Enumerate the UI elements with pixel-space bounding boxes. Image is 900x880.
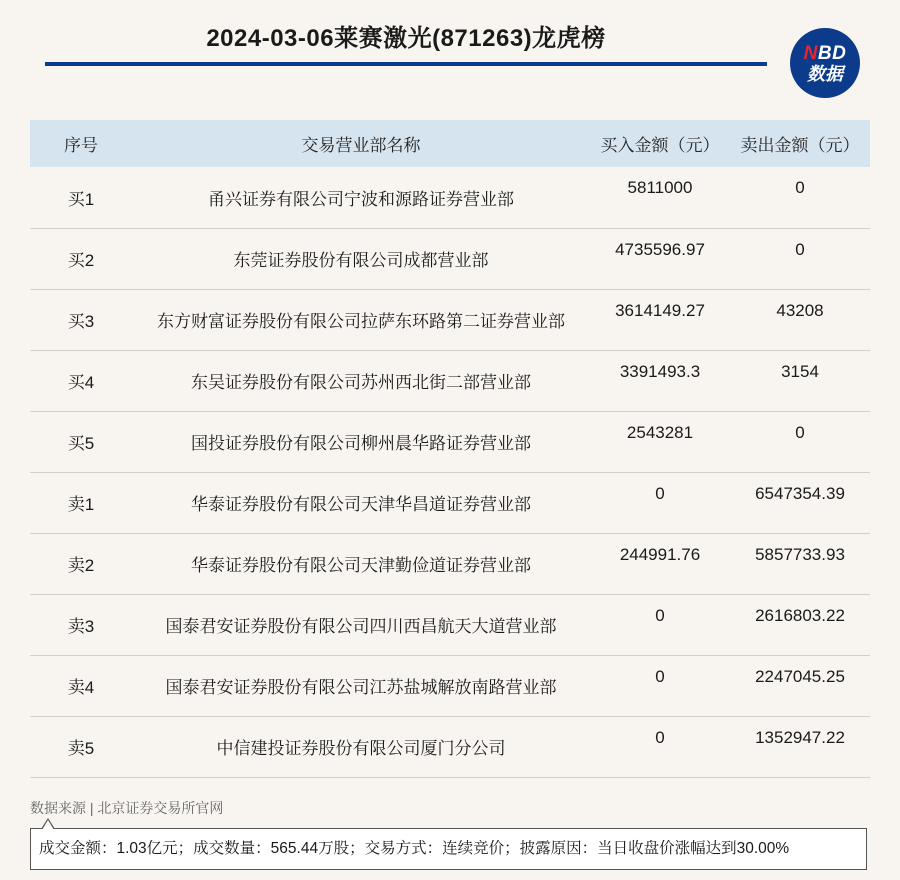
row-index: 买5 — [67, 434, 95, 453]
branch-name: 东吴证券股份有限公司苏州西北街二部营业部 — [191, 373, 531, 392]
sell-amount: 2247045.25 — [755, 666, 845, 686]
logo-bottom: 数据 — [807, 63, 843, 84]
sell-amount: 0 — [795, 422, 805, 442]
header-buy-amount: 买入金额（元） — [600, 136, 720, 155]
buy-amount: 0 — [655, 727, 665, 747]
row-index: 买2 — [67, 251, 95, 270]
buy-amount: 0 — [655, 483, 665, 503]
sell-amount: 1352947.22 — [755, 727, 845, 747]
header-branch-name: 交易营业部名称 — [301, 136, 421, 155]
sell-amount: 0 — [795, 239, 805, 259]
row-index: 买4 — [67, 373, 95, 392]
row-index: 买3 — [67, 312, 95, 331]
branch-name: 华泰证券股份有限公司天津华昌道证券营业部 — [191, 495, 531, 514]
sell-amount: 6547354.39 — [755, 483, 845, 503]
buy-amount: 244991.76 — [619, 544, 701, 564]
header-index: 序号 — [64, 136, 98, 155]
row-index: 卖4 — [67, 678, 95, 697]
buy-amount: 0 — [655, 605, 665, 625]
row-index: 卖3 — [67, 617, 95, 636]
nbd-logo — [790, 28, 860, 98]
sell-amount: 3154 — [781, 361, 819, 381]
row-index: 卖1 — [67, 495, 95, 514]
sell-amount: 43208 — [776, 300, 824, 320]
dragon-tiger-table — [30, 120, 870, 778]
logo-n: N — [803, 42, 818, 64]
branch-name: 华泰证券股份有限公司天津勤俭道证券营业部 — [191, 556, 531, 575]
row-index: 买1 — [67, 189, 95, 209]
sell-amount: 2616803.22 — [755, 605, 845, 625]
buy-amount: 3614149.27 — [615, 300, 705, 320]
buy-amount: 4735596.97 — [615, 239, 705, 259]
table-row — [30, 533, 870, 594]
buy-amount: 5811000 — [627, 178, 693, 198]
row-index: 卖2 — [67, 556, 95, 575]
branch-name: 中信建投证券股份有限公司厦门分公司 — [216, 739, 506, 758]
branch-name: 东莞证券股份有限公司成都营业部 — [233, 251, 489, 270]
data-source: 数据来源 | 北京证券交易所官网 — [30, 800, 224, 816]
table-row — [30, 472, 870, 533]
title-underline — [45, 62, 767, 66]
row-index: 卖5 — [67, 739, 95, 758]
branch-name: 国投证券股份有限公司柳州晨华路证券营业部 — [191, 434, 531, 453]
buy-amount: 0 — [655, 666, 665, 686]
table-row — [30, 655, 870, 716]
header-sell-amount: 卖出金额（元） — [740, 136, 860, 155]
branch-name: 国泰君安证券股份有限公司四川西昌航天大道营业部 — [165, 617, 557, 636]
table-row — [30, 228, 870, 289]
table-row — [30, 716, 870, 777]
branch-name: 国泰君安证券股份有限公司江苏盐城解放南路营业部 — [165, 678, 557, 697]
page-title: 2024-03-06莱赛激光(871263)龙虎榜 — [206, 25, 606, 52]
sell-amount: 0 — [795, 178, 805, 198]
branch-name: 东方财富证券股份有限公司拉萨东环路第二证券营业部 — [157, 312, 565, 331]
table-row — [30, 350, 870, 411]
table-row — [30, 167, 870, 228]
logo-top — [804, 44, 847, 63]
logo-bd: BD — [817, 42, 847, 64]
trade-summary: 成交金额：1.03亿元；成交数量：565.44万股；交易方式：连续竞价；披露原因：当日收盘价涨幅达到30.00% — [30, 828, 867, 870]
sell-amount: 5857733.93 — [755, 544, 845, 564]
table-row — [30, 594, 870, 655]
table-header-row — [30, 120, 870, 167]
branch-name: 甬兴证券有限公司宁波和源路证券营业部 — [208, 189, 514, 209]
buy-amount: 3391493.3 — [619, 361, 701, 381]
table-row — [30, 289, 870, 350]
buy-amount: 2543281 — [626, 422, 694, 442]
table-body — [30, 167, 870, 777]
table-row — [30, 411, 870, 472]
